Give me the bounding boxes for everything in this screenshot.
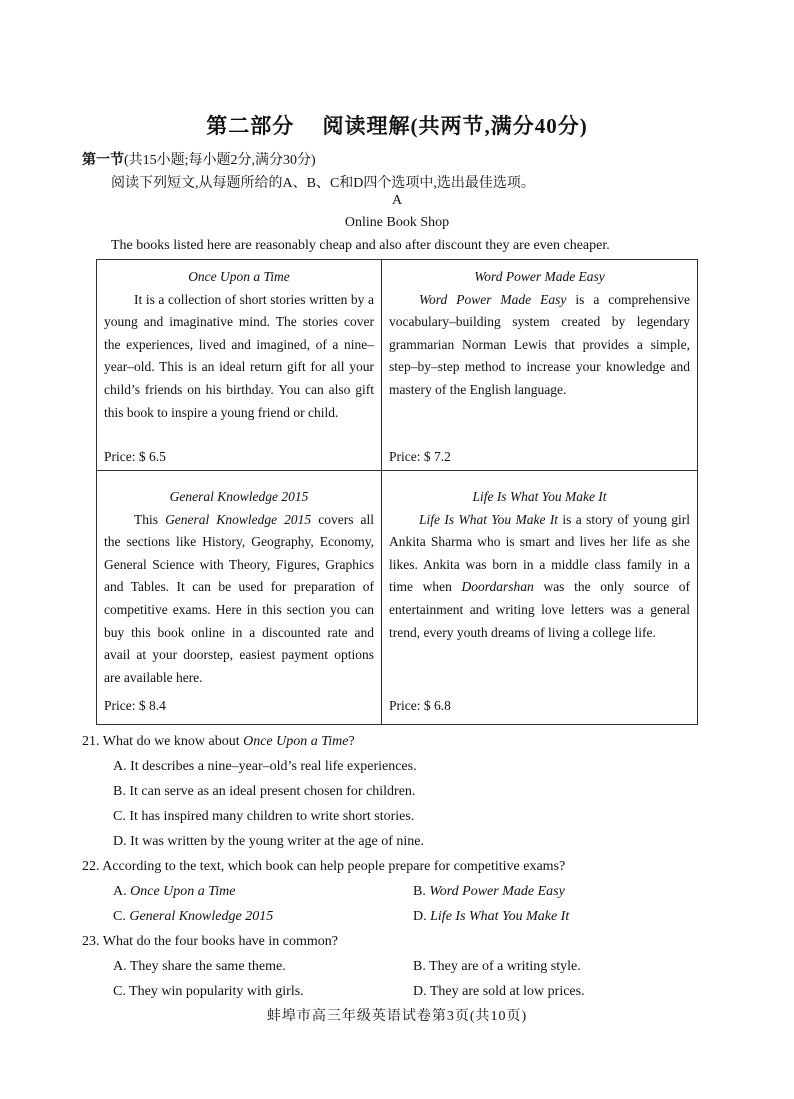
book-description: It is a collection of short stories written by a young and imaginative mind. The stories cover the experiences, lived and imagined, of a nine–year–old. This is an ideal return gift for all your child’s friends on his birthday. You can also gift this book to inspire a young friend or child. [104,291,374,420]
question-22: 22. According to the text, which book can help people prepare for competitive exams? [82,859,566,874]
option-21a: A. It describes a nine–year–old’s real life experiences. [113,759,417,774]
option-23a: A. They share the same theme. [113,959,286,974]
book-price: Price: $ 7.2 [389,449,451,464]
book-description: Life Is What You Make It is a story of young girl Ankita Sharma who is smart and lives her life as she likes. Ankita was born in a middle class family in a time when Doordarshan was the only source of entertainment and writing love letters was a general trend, every youth dreams of living a college life. [389,511,690,640]
book-title-inline: Life Is What You Make It [419,511,559,527]
book-cell-once-upon-a-time [97,260,382,471]
book-title-inline: Word Power Made Easy [419,291,567,307]
book-title: General Knowledge 2015 [169,489,309,504]
book-price: Price: $ 6.8 [389,698,451,713]
passage-title: Online Book Shop [344,215,450,230]
book-title: Once Upon a Time [188,269,290,284]
book-table [96,259,698,725]
book-cell-general-knowledge [97,471,382,724]
question-21: 21. What do we know about Once Upon a Time? [82,734,355,749]
question-23: 23. What do the four books have in common? [82,934,338,949]
book-title: Word Power Made Easy [474,269,605,284]
option-23c: C. They win popularity with girls. [113,984,304,999]
book-description: This General Knowledge 2015 covers all the sections like History, Geography, Economy, General Science with Theory, Figures, Graphics and Tables. It can be used for preparation of competitive exams. Here in this section you can buy this book online in a discounted rate and avail at your doorstep, easiest payment options are available here. [104,511,374,685]
inline-italic-term: Doordarshan [461,579,534,595]
option-21b: B. It can serve as an ideal present chosen for children. [113,784,416,799]
option-22c: C. General Knowledge 2015 [113,909,274,924]
section-heading [82,149,316,169]
book-title-inline: General Knowledge 2015 [165,511,312,527]
book-cell-life-is-what-you-make-it [382,471,697,724]
book-description: Word Power Made Easy is a comprehensive vocabulary–building system created by legendary grammarian Norman Lewis that provides a simple, step–by–step method to increase your knowledge and mastery of the English language. [389,291,690,397]
instruction-text: 阅读下列短文,从每题所给的A、B、C和D四个选项中,选出最佳选项。 [111,176,535,191]
book-price: Price: $ 8.4 [104,698,166,713]
book-cell-word-power [382,260,697,471]
option-23d: D. They are sold at low prices. [413,984,585,999]
page-footer: 蚌埠市高三年级英语试卷第3页(共10页) [266,1009,528,1024]
book-price: Price: $ 6.5 [104,449,166,464]
part-title: 第二部分 阅读理解(共两节,满分40分) [206,114,588,138]
option-22b: B. Word Power Made Easy [413,884,565,899]
option-23b: B. They are of a writing style. [413,959,581,974]
book-title: Life Is What You Make It [472,489,607,504]
passage-letter: A [391,193,403,208]
option-22d: D. Life Is What You Make It [413,909,570,924]
section-note: (共15小题;每小题2分,满分30分) [124,153,316,168]
passage-intro: The books listed here are reasonably cheap and also after discount they are even cheaper. [111,238,610,253]
option-22a: A. Once Upon a Time [113,884,236,899]
section-label: 第一节 [82,153,124,168]
option-21d: D. It was written by the young writer at the age of nine. [113,834,425,849]
option-21c: C. It has inspired many children to write short stories. [113,809,415,824]
